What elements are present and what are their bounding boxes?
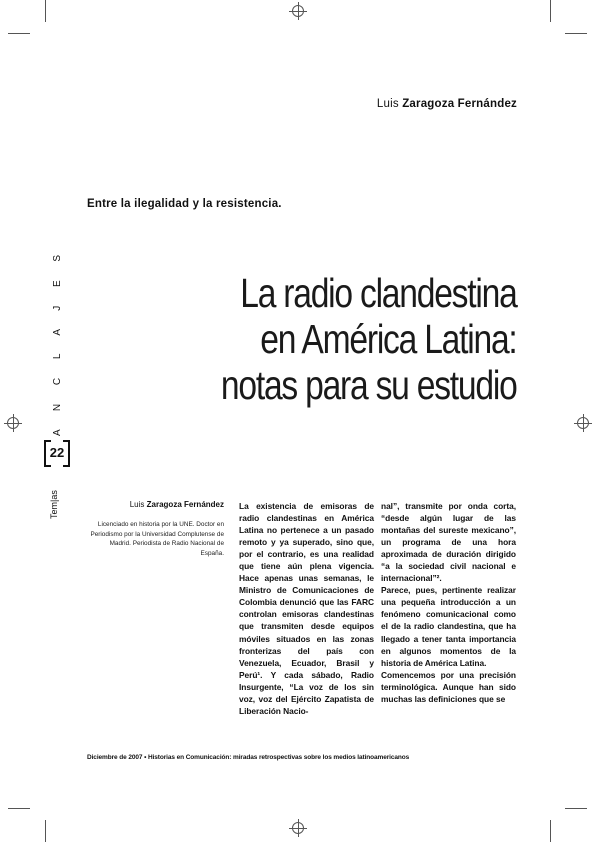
crop-mark-bottom-right-v [550, 820, 551, 842]
registration-mark-right [577, 417, 589, 429]
page-number-value: 22 [49, 445, 65, 460]
body-paragraph: La existencia de emisoras de radio clandestinas en América Latina no pertenece a un pasado remoto y ya superado, sino que, por el contrario, es una realidad que tiene aún plena vigencia. Hace apenas unas semanas, le Ministro de Comunicaciones de Colombia denunció que las FARC controlan emisoras clandestinas que transmiten desde equipos móviles situados en las zonas fronterizas del país con Venezuela, Ecuador, Brasil y Perú¹. Y cada sábado, Radio Insurgente, “La voz de los sin voz, voz del Ejército Zapatista de Liberación Nacio- [239, 501, 374, 716]
crop-mark-bottom-left-v [45, 820, 46, 842]
crop-mark-top-left-v [45, 0, 46, 22]
title-line-1: La radio clandestina [240, 270, 518, 316]
body-column-2 [381, 500, 516, 705]
body-paragraph: Parece, pues, pertinente realizar una pequeña introducción a un fenómeno comunicacional como el de la radio clandestina, que ha llegado a tener tanta importancia en algunos momentos de la historia de América Latina. [381, 585, 516, 668]
body-column-1 [239, 500, 374, 717]
header-author [377, 98, 517, 110]
byline-first: Luis [129, 500, 147, 509]
section-label: Tem|as [49, 490, 59, 519]
crop-mark-top-right [565, 33, 587, 34]
body-paragraph: nal”, transmite por onda corta, “desde algún lugar de las montañas del sureste mexicano”, un programa de una hora aproximada de duración dirigido “a la sociedad civil nacional e internacional”². [381, 501, 516, 584]
byline [130, 500, 224, 509]
title-line-3: notas para su estudio [221, 362, 517, 408]
journal-name-vertical [49, 246, 69, 436]
body-paragraph: Comencemos por una precisión terminológica. Aunque han sido muchas las definiciones que se [381, 669, 516, 704]
byline-last: Zaragoza Fernández [146, 500, 224, 509]
crop-mark-top-right-v [550, 0, 551, 22]
registration-mark-bottom [292, 822, 304, 834]
registration-mark-left [7, 417, 19, 429]
registration-mark-top [292, 5, 304, 17]
title-line-2: en América Latina: [260, 316, 517, 362]
page-footer: Diciembre de 2007 • Historias en Comunicación: miradas retrospectivas sobre los medios latinoamericanos [87, 754, 410, 761]
crop-mark-bottom-left [8, 808, 30, 809]
page-number [44, 440, 70, 465]
crop-mark-bottom-right [565, 808, 587, 809]
header-author-first: Luis [376, 98, 403, 110]
author-bio: Licenciado en historia por la UNE. Doctor en Periodismo por la Universidad Complutense de Madrid. Periodista de Radio Nacional de España. [90, 521, 224, 557]
section-label-vertical [49, 473, 63, 519]
article-title [221, 270, 517, 408]
journal-name: A N C L A J E S [52, 246, 63, 436]
crop-mark-top-left [8, 33, 30, 34]
article-kicker: Entre la ilegalidad y la resistencia. [87, 198, 282, 210]
header-author-last: Zaragoza Fernández [402, 98, 517, 110]
